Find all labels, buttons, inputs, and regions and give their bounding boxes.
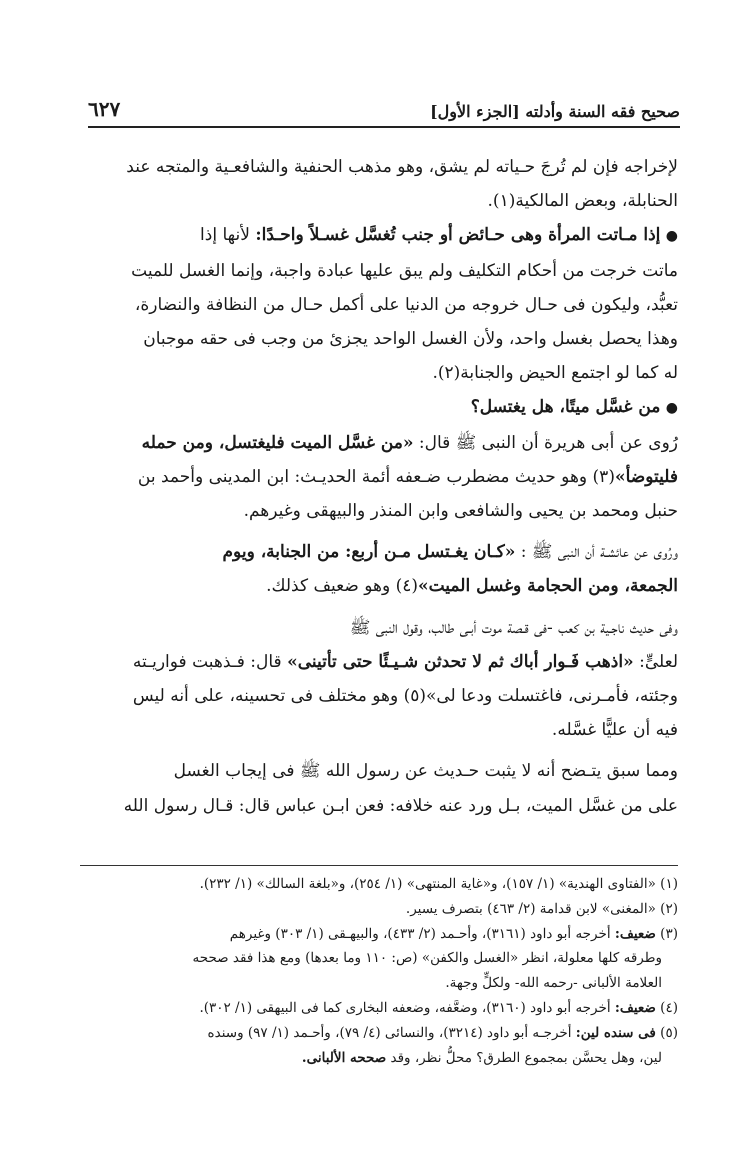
bullet-icon: ● <box>665 228 678 245</box>
main-text <box>80 150 678 823</box>
text-line: ومما سبق يتـضح أنه لا يثبت حـديث عن رسول الله ﷺ فى إيجاب الغسل <box>173 761 678 782</box>
footnote <box>80 1021 678 1046</box>
footnote-continuation: وطرقه كلها معلولة، انظر «الغسل والكفن» (ص: ١١٠ وما بعدها) ومع هذا فقد صححه <box>192 950 662 967</box>
section-heading: إذا مـاتت المرأة وهى حـائض أو جنب تُغسَّل غسـلاً واحـدًا: <box>255 225 661 246</box>
footnote: (١) «الفتاوى الهندية» (١/ ١٥٧)، و«غاية المنتهى» (١/ ٢٥٤)، و«بلغة السالك» (١/ ٢٣٢). <box>199 876 678 892</box>
footnote-grade: ضعيف: <box>614 999 656 1016</box>
text-span: أخرجه أبو داود (٣١٦١)، وأحـمد (٢/ ٤٣٣)، والبيهـقى (١/ ٣٠٣) وغيرهم <box>229 925 615 942</box>
text-span: أخرجـه أبو داود (٣٢١٤)، والنسائى (٤/ ٧٩)، وأحـمد (١/ ٩٧) وسنده <box>207 1024 576 1041</box>
text-span: رُوى عن أبى هريرة أن النبى ﷺ قال: <box>413 432 678 453</box>
text-line: فيه أن عليًّا غسَّله. <box>551 720 678 741</box>
text-span: لأنها إذا <box>200 225 256 246</box>
text-span: (٤) وهو ضعيف كذلك. <box>266 576 418 597</box>
text-line <box>80 426 678 460</box>
text-line: على من غسَّل الميت، بـل ورد عنه خلافه: فعن ابـن عباس قال: قـال رسول الله <box>123 795 678 816</box>
section-heading: من غسَّل ميتًا، هل يغتسل؟ <box>470 397 661 418</box>
footnote-continuation <box>80 1046 678 1071</box>
text-line: حنبل ومحمد بن يحيى والشافعى وابن المنذر والبيهقى وغيرهم. <box>243 501 678 522</box>
hadith-quote: «كـان يغـتسل مـن أربع: من الجنابة، ويوم <box>222 542 516 563</box>
text-line: وهذا يحصل بغسل واحد، ولأن الغسل الواحد يجزئ من وجب فى حقه موجبان <box>143 329 678 350</box>
text-line <box>80 569 678 603</box>
footnote-grade: ضعيف: <box>614 925 656 942</box>
text-span: أخرجه أبو داود (٣١٦٠)، وضعَّفه، وضعفه البخارى كما فى البيهقى (١/ ٣٠٢). <box>199 999 615 1016</box>
text-line: تعبُّد، وليكون فى حـال خروجه من الدنيا على أكمل حـال من النظافة والنضارة، <box>134 294 678 315</box>
text-span: لين، وهل يحسَّن بمجموع الطرق؟ محلُّ نظر، وقد <box>386 1049 662 1066</box>
section-heading-line <box>80 390 678 425</box>
footnotes <box>80 865 678 1070</box>
footnote-number: (٣) <box>655 925 678 942</box>
text-line <box>80 645 678 679</box>
text-line <box>80 535 678 569</box>
running-header <box>88 92 680 128</box>
hadith-quote: الجمعة، ومن الحجامة وغسل الميت» <box>417 576 678 597</box>
footnote: (٢) «المغنى» لابن قدامة (٢/ ٤٦٣) بتصرف يسير. <box>405 900 678 917</box>
text-line: لإخراجه فإن لم تُرجَ حـياته لم يشق، وهو مذهب الحنفية والشافعـية والمتجه عند <box>126 157 678 177</box>
text-span: (٣) وهو حديث مضطرب ضـعفه أئمة الحديـث: ابن المدينى وأحمد بن <box>137 466 615 487</box>
footnote-grade: فى سنده لين: <box>575 1024 656 1041</box>
text-line: الحنابلة، وبعض المالكية(١). <box>487 191 678 212</box>
hadith-quote: فليتوضأ» <box>614 466 678 487</box>
footnote-number: (٤) <box>655 999 678 1016</box>
bullet-icon: ● <box>665 400 678 417</box>
footnote <box>80 996 678 1021</box>
text-span: قال: فـذهبت فواريـته <box>132 651 288 672</box>
hadith-quote: «اذهب فَـوار أباك ثم لا تحدثن شـيـئًا حتى تأتينى» <box>287 651 634 672</box>
text-line: ماتت خرجت من أحكام التكليف ولم يبق عليها عبادة واجبة، وإنما الغسل للميت <box>131 260 678 281</box>
text-line: وجئته، فأمـرنى، فاغتسلت ودعا لى»(٥) وهو مختلف فى تحسينه، على أنه ليس <box>132 686 678 707</box>
text-line: وفى حديث ناجـية بن كعب -فى قـصة موت أبـى طالب، وقول النبى ﷺ <box>349 617 678 638</box>
text-line <box>80 460 678 494</box>
text-line: له كما لو اجتمع الحيض والجنابة(٢). <box>432 363 678 384</box>
footnote-number: (٥) <box>655 1024 678 1041</box>
hadith-quote: «من غسَّل الميت فليغتسل، ومن حمله <box>141 432 414 453</box>
section-heading-line <box>80 218 678 253</box>
footnote <box>80 922 678 947</box>
footnote-grade: صححه الألبانى. <box>301 1049 387 1066</box>
text-span: ورُوى عن عائشـة أن النبى ﷺ : <box>515 542 678 563</box>
page-number: ٦٢٧ <box>88 97 121 121</box>
header-title: صحيح فقه السنة وأدلته [الجزء الأول] <box>430 102 680 121</box>
text-span: لعلىٍّ: <box>633 651 678 672</box>
footnote-continuation: العلامة الألبانى -رحمه الله- ولكلٍّ وجهة. <box>445 975 662 992</box>
